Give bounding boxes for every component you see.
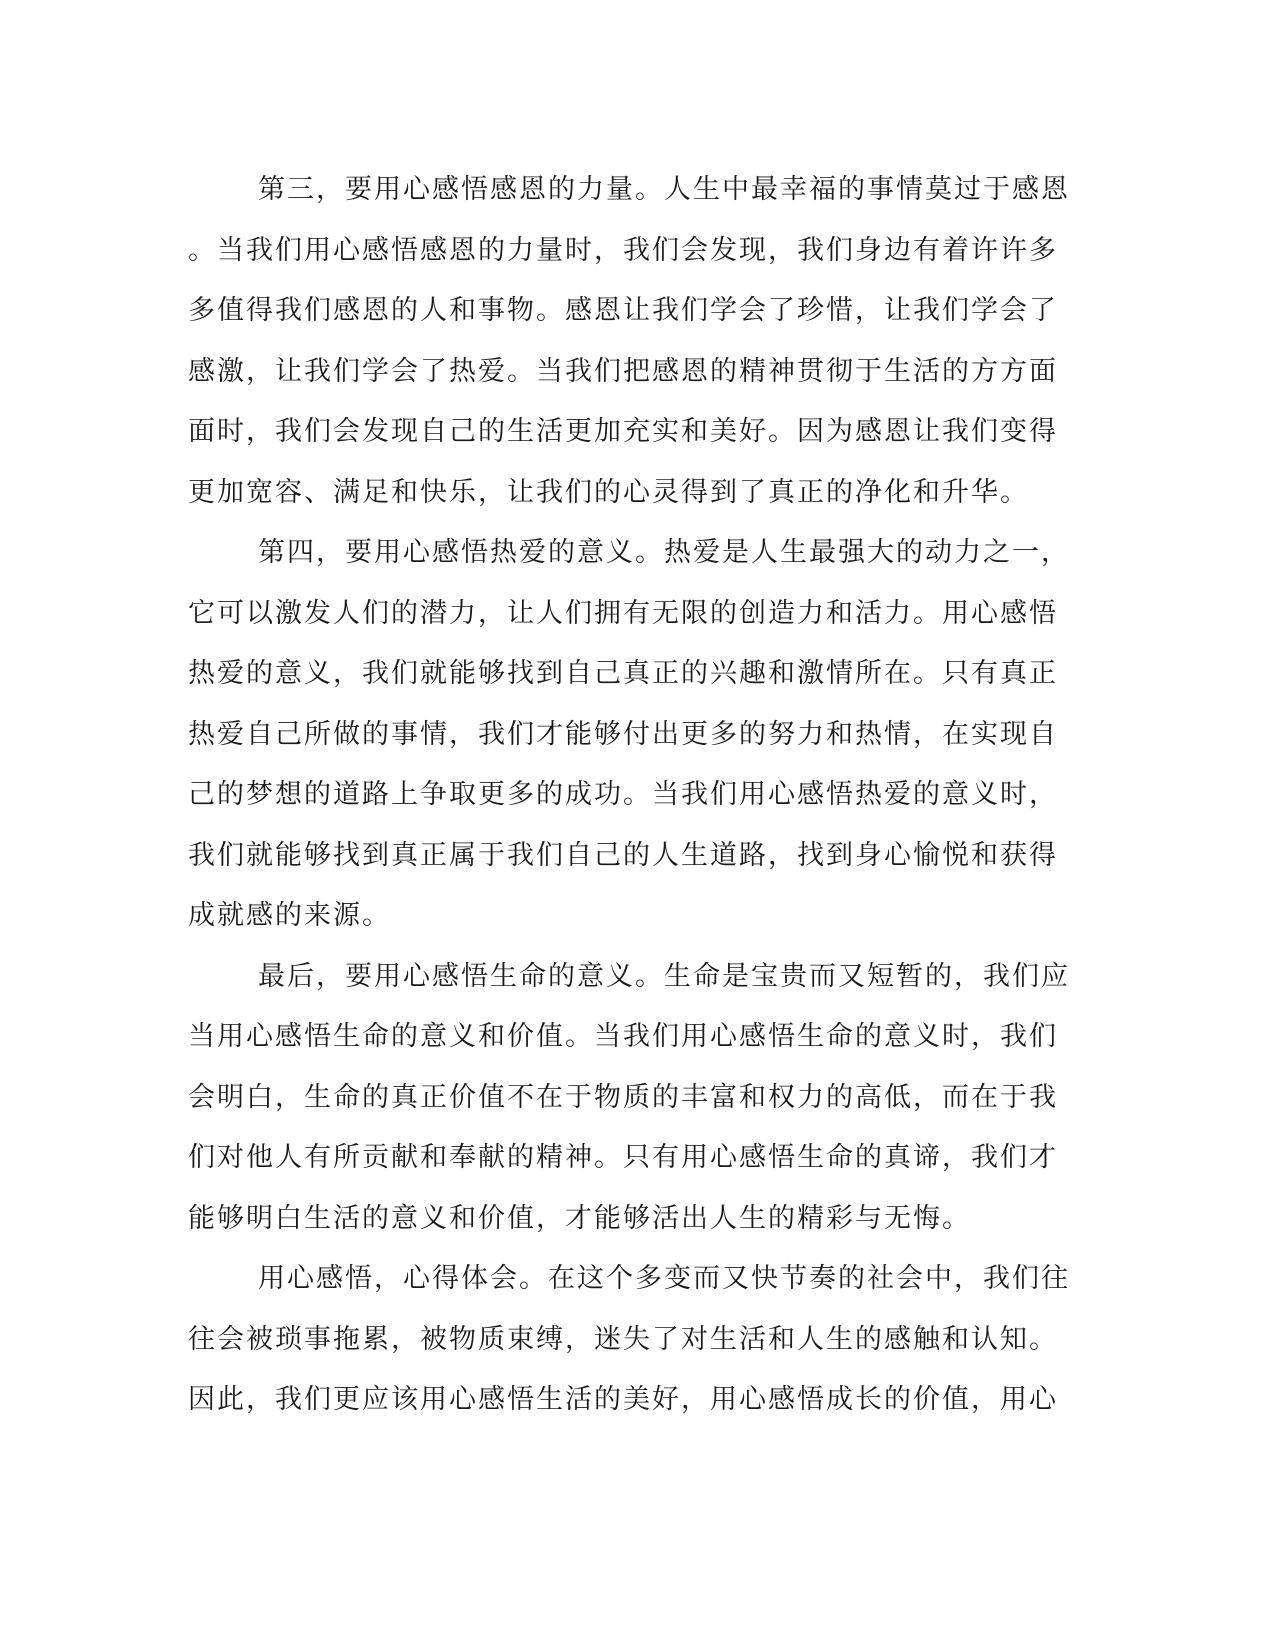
document-body: [188, 160, 1068, 1431]
text-line: 成就感的来源。: [188, 900, 391, 931]
text-line: 会明白，生命的真正价值不在于物质的丰富和权力的高低，而在于我: [188, 1081, 1058, 1113]
text-line: 它可以激发人们的潜力，让人们拥有无限的创造力和活力。用心感悟: [188, 597, 1058, 629]
text-line: 面时，我们会发现自己的生活更加充实和美好。因为感恩让我们变得: [188, 416, 1058, 447]
text-line: 更加宽容、满足和快乐，让我们的心灵得到了真正的净化和升华。: [188, 476, 1029, 508]
text-line: 因此，我们更应该用心感悟生活的美好，用心感悟成长的价值，用心: [188, 1384, 1058, 1415]
text-line: 己的梦想的道路上争取更多的成功。当我们用心感悟热爱的意义时，: [188, 779, 1058, 810]
text-line: 能够明白生活的意义和价值，才能够活出人生的精彩与无悔。: [188, 1202, 971, 1234]
text-line: 最后，要用心感悟生命的意义。生命是宝贵而又短暂的，我们应: [258, 960, 1070, 992]
text-line: 热爱自己所做的事情，我们才能够付出更多的努力和热情，在实现自: [188, 718, 1058, 750]
text-line: 往会被琐事拖累，被物质束缚，迷失了对生活和人生的感触和认知。: [188, 1323, 1058, 1355]
text-line: 当用心感悟生命的意义和价值。当我们用心感悟生命的意义时，我们: [188, 1021, 1058, 1052]
text-line: 第四，要用心感悟热爱的意义。热爱是人生最强大的动力之一，: [258, 537, 1070, 568]
text-line: 我们就能够找到真正属于我们自己的人生道路，找到身心愉悦和获得: [188, 839, 1058, 871]
text-line: 多值得我们感恩的人和事物。感恩让我们学会了珍惜，让我们学会了: [188, 295, 1058, 326]
text-line: 感激，让我们学会了热爱。当我们把感恩的精神贯彻于生活的方方面: [188, 355, 1058, 387]
text-line: 用心感悟，心得体会。在这个多变而又快节奏的社会中，我们往: [258, 1263, 1070, 1294]
text-line: 第三，要用心感悟感恩的力量。人生中最幸福的事情莫过于感恩: [258, 174, 1070, 205]
text-line: 。当我们用心感悟感恩的力量时，我们会发现，我们身边有着许许多: [188, 234, 1058, 266]
text-line: 热爱的意义，我们就能够找到自己真正的兴趣和激情所在。只有真正: [188, 658, 1058, 689]
text-line: 们对他人有所贡献和奉献的精神。只有用心感悟生命的真谛，我们才: [188, 1142, 1058, 1173]
